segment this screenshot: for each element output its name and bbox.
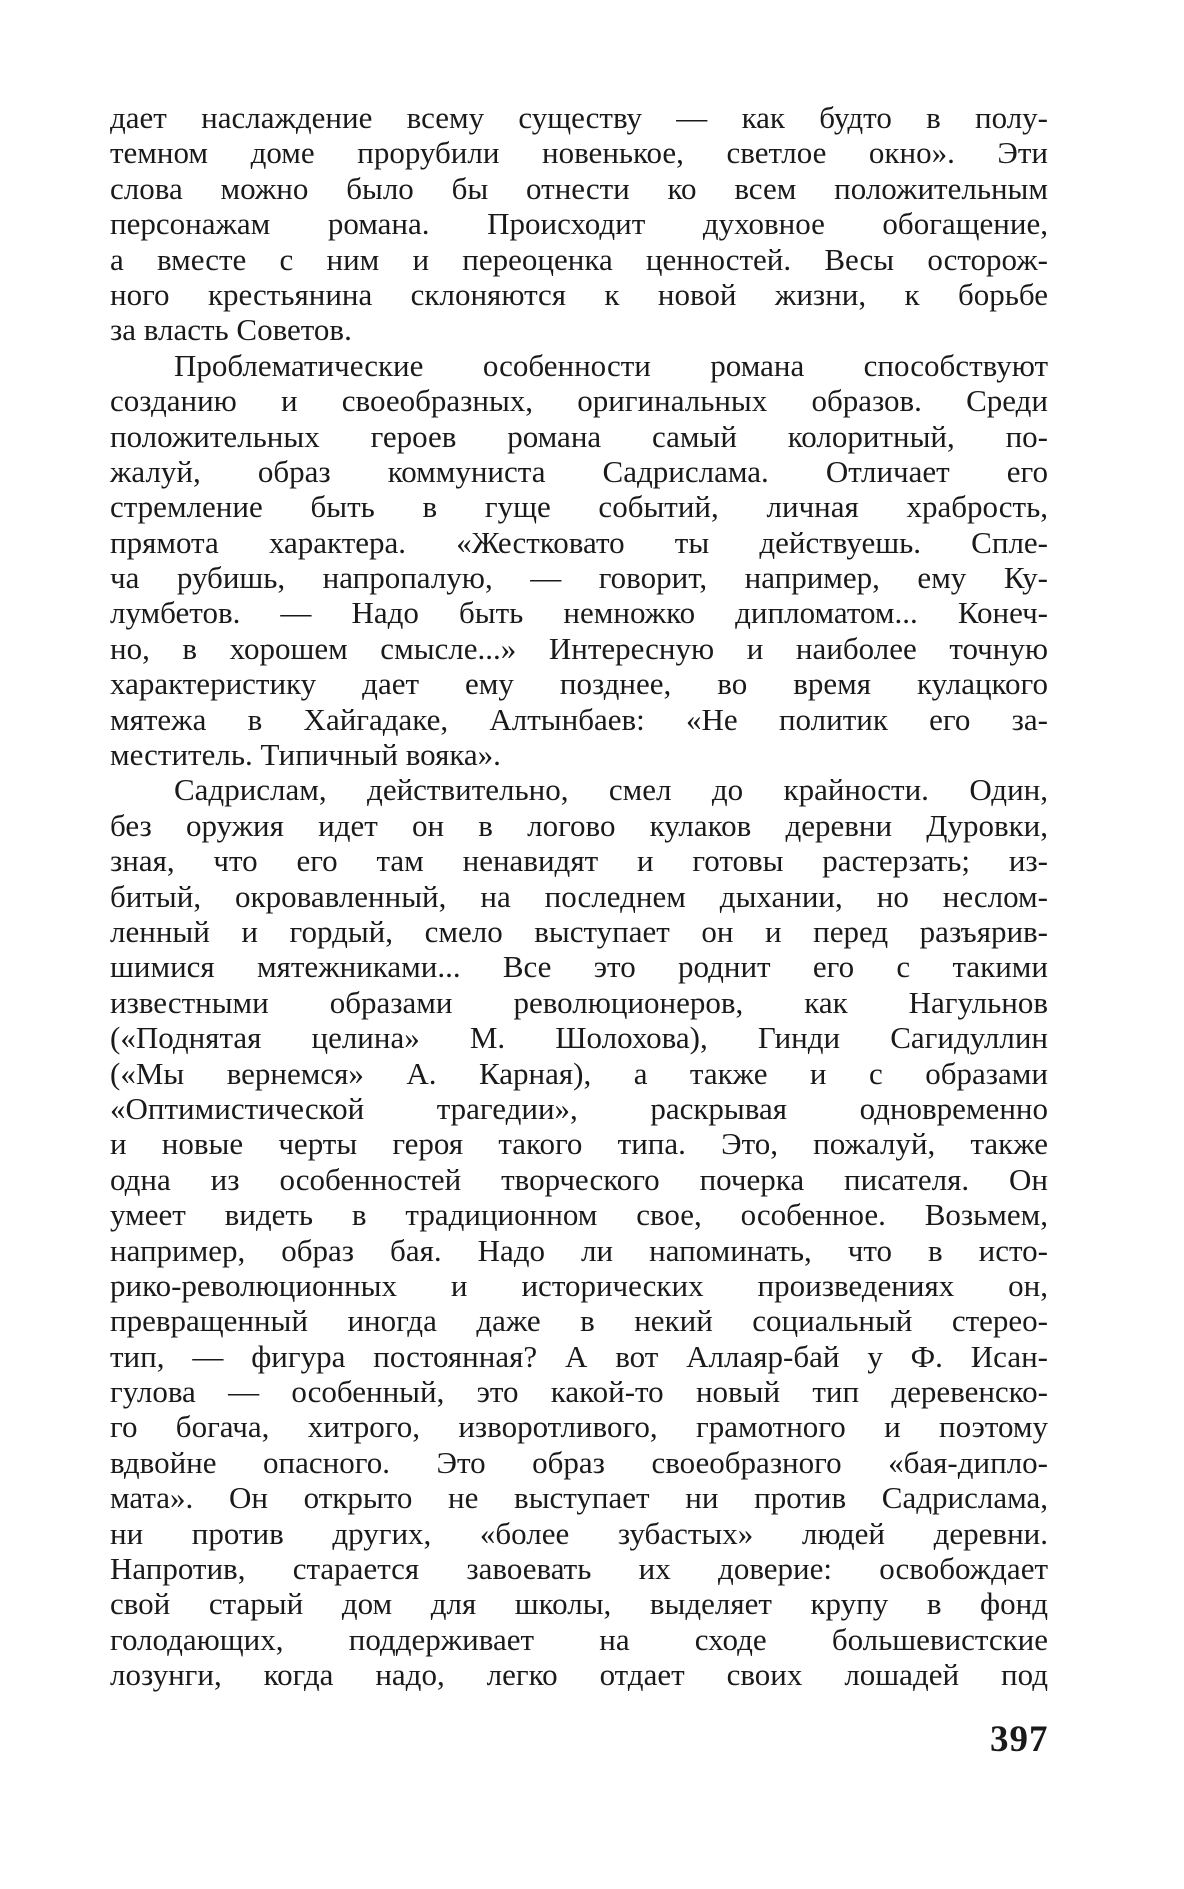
text-line: мата». Он открыто не выступает ни против Садрислама, <box>110 1480 1048 1516</box>
text-line: Проблематические особенности романа способствуют <box>174 347 1048 383</box>
text-line: за власть Советов. <box>110 312 352 348</box>
text-line: гулова — особенный, это какой-то новый тип деревенско- <box>110 1374 1048 1410</box>
text-line: («Мы вернемся» А. Карная), а также и с образами <box>110 1055 1048 1091</box>
text-line: («Поднятая целина» М. Шолохова), Гинди Сагидуллин <box>110 1020 1048 1056</box>
text-line: Садрислам, действительно, смел до крайности. Один, <box>174 772 1048 808</box>
text-line: и новые черты героя такого типа. Это, пожалуй, также <box>110 1126 1048 1162</box>
text-line: жалуй, образ коммуниста Садрислама. Отличает его <box>110 453 1048 489</box>
text-line: рико-революционных и исторических произведениях он, <box>110 1267 1048 1303</box>
body-text <box>110 100 1048 1693</box>
text-line: ного крестьянина склоняются к новой жизни, к борьбе <box>110 276 1048 312</box>
text-line: прямота характера. «Жестковато ты действуешь. Спле- <box>110 524 1048 560</box>
text-line: а вместе с ним и переоценка ценностей. Весы осторож- <box>110 241 1048 277</box>
text-line: тип, — фигура постоянная? А вот Аллаяр-бай у Ф. Исан- <box>110 1338 1048 1374</box>
text-line: дает наслаждение всему существу — как будто в полу- <box>110 100 1048 135</box>
text-line: слова можно было бы отнести ко всем положительным <box>110 170 1048 206</box>
text-line: лумбетов. — Надо быть немножко дипломатом... Конеч- <box>110 595 1048 631</box>
text-line: мятежа в Хайгадаке, Алтынбаев: «Не политик его за- <box>110 701 1048 737</box>
text-line: стремление быть в гуще событий, личная храбрость, <box>110 489 1048 525</box>
text-line: лозунги, когда надо, легко отдает своих лошадей под <box>110 1657 1048 1693</box>
text-line: одна из особенностей творческого почерка писателя. Он <box>110 1161 1048 1197</box>
text-line: ни против других, «более зубастых» людей деревни. <box>110 1515 1048 1551</box>
text-line: например, образ бая. Надо ли напоминать, что в исто- <box>110 1232 1048 1268</box>
text-line: превращенный иногда даже в некий социальный стерео- <box>110 1303 1048 1339</box>
text-line: свой старый дом для школы, выделяет крупу в фонд <box>110 1586 1048 1622</box>
text-line: вдвойне опасного. Это образ своеобразного «бая-дипло- <box>110 1444 1048 1480</box>
text-line: ленный и гордый, смело выступает он и перед разъярив- <box>110 913 1048 949</box>
text-line: без оружия идет он в логово кулаков деревни Дуровки, <box>110 807 1048 843</box>
text-line: битый, окровавленный, на последнем дыхании, но неслом- <box>110 878 1048 914</box>
text-line: но, в хорошем смысле...» Интересную и наиболее точную <box>110 630 1048 666</box>
text-line: характеристику дает ему позднее, во время кулацкого <box>110 666 1048 702</box>
text-line: меститель. Типичный вояка». <box>110 737 501 773</box>
text-line: «Оптимистической трагедии», раскрывая одновременно <box>110 1090 1048 1126</box>
text-line: известными образами революционеров, как Нагульнов <box>110 984 1048 1020</box>
text-line: положительных героев романа самый колоритный, по- <box>110 418 1048 454</box>
text-line: голодающих, поддерживает на сходе большевистские <box>110 1621 1048 1657</box>
text-line: шимися мятежниками... Все это роднит его с такими <box>110 949 1048 985</box>
text-line: ча рубишь, напропалую, — говорит, например, ему Ку- <box>110 560 1048 596</box>
text-line: го богача, хитрого, изворотливого, грамотного и поэтому <box>110 1409 1048 1445</box>
text-line: умеет видеть в традиционном свое, особенное. Возьмем, <box>110 1197 1048 1233</box>
text-line: темном доме прорубили новенькое, светлое окно». Эти <box>110 135 1048 171</box>
text-line: персонажам романа. Происходит духовное обогащение, <box>110 206 1048 242</box>
text-line: созданию и своеобразных, оригинальных образов. Среди <box>110 383 1048 419</box>
text-line: зная, что его там ненавидят и готовы растерзать; из- <box>110 843 1048 879</box>
text-line: Напротив, старается завоевать их доверие: освобождает <box>110 1551 1048 1587</box>
page-number: 397 <box>990 1719 1049 1760</box>
